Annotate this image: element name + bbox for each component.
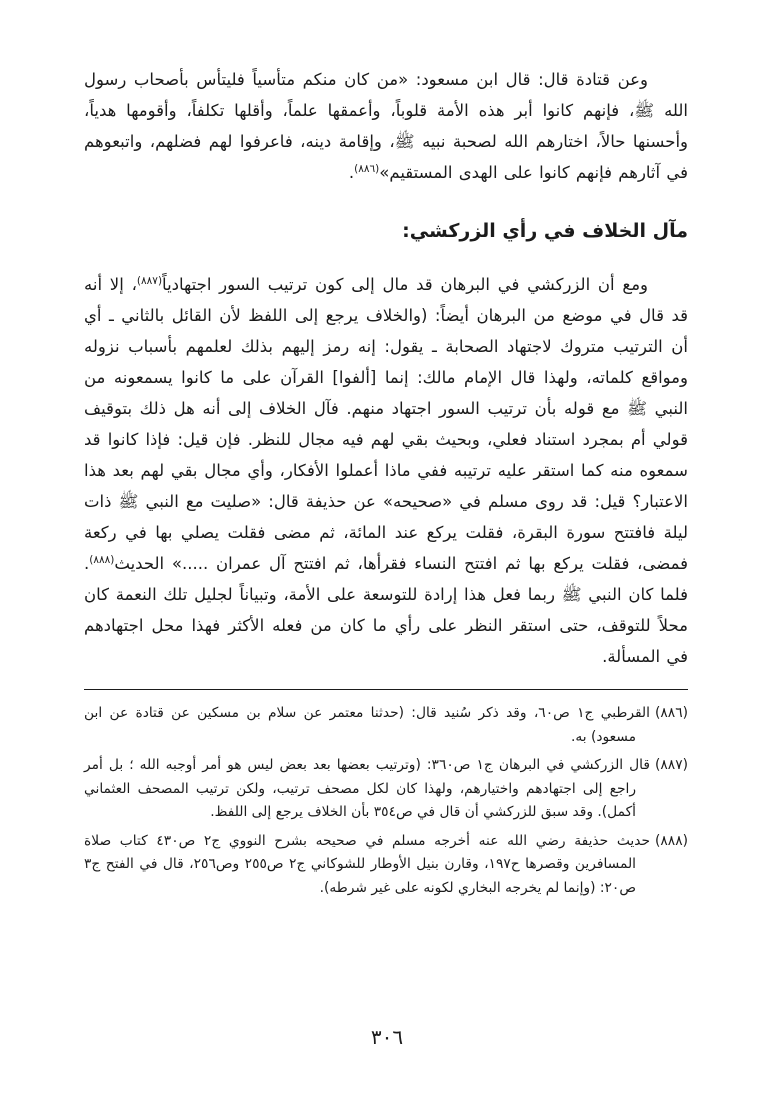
footnote-888 — [84, 830, 688, 901]
footnote-reference: (٨٨٦) — [354, 163, 380, 175]
body-paragraph — [84, 269, 688, 672]
text-run: ، إلا أنه قد قال في موضع من البرهان أيضاً: (والخلاف يرجع إلى اللفظ لأن القائل بالثاني ـ أي أن الترتيب متروك لاجتهاد الصحابة ـ يقول: إنه رمز إليهم بذلك لعلمهم بأسباب نزوله ومواقع كلماته، ولهذا قال الإمام مالك: إنما [ألفوا] القرآن على ما كانوا يسمعونه من النبي ﷺ مع قوله بأن ترتيب السور اجتهاد منهم. فآل الخلاف إلى أنه هل ذلك بتوقيف قولي أم بمجرد استناد فعلي، وبحيث بقي لهم فيه مجال للنظر. فإن قيل: فإذا كانوا قد سمعوه منه كما استقر عليه ترتيبه ففي ماذا أعملوا الأفكار، وأي مجال بقي لهم بعد هذا الاعتبار؟ قيل: قد روى مسلم في «صحيحه» عن حذيفة قال: «صليت مع النبي ﷺ ذات ليلة فافتتح سورة البقرة، فقلت يركع عند المائة، ثم مضى فقلت يصلي بها في ركعة فمضى، فقلت يركع بها ثم افتتح النساء فقرأها، ثم افتتح آل عمران .....» الحديث — [84, 275, 688, 573]
footnote-marker: (٨٨٦) — [654, 705, 688, 721]
page-number: ٣٠٦ — [370, 1025, 404, 1049]
footnote-reference: (٨٨٨) — [89, 554, 115, 566]
text-run: وعن قتادة قال: قال ابن مسعود: «من كان منكم متأسياً فليتأس بأصحاب رسول الله ﷺ، فإنهم كانوا أبر هذه الأمة قلوباً، وأعمقها علماً، وأقلها تكلفاً، وأقومها هدياً، وأحسنها حالاً، اختارهم الله لصحبة نبيه ﷺ، وإقامة دينه، فاعرفوا لهم فضلهم، واتبعوهم في آثارهم فإنهم كانوا على الهدى المستقيم» — [84, 70, 688, 182]
footnote-marker: (٨٨٧) — [654, 757, 688, 773]
footnote-text: القرطبي ج١ ص٦٠، وقد ذكر سُنيد قال: (حدثنا معتمر عن سلام بن مسكين عن قتادة عن ابن مسعود) به. — [84, 705, 650, 745]
footnote-text: حديث حذيفة رضي الله عنه أخرجه مسلم في صحيحه بشرح النووي ج٢ ص٤٣٠ كتاب صلاة المسافرين وقصرها ح١٩٧، وقارن بنيل الأوطار للشوكاني ج٢ ص٢٥٥ وص٢٥٦، قال في الفتح ج٣ ص٢٠: (وإنما لم يخرجه البخاري لكونه على غير شرطه). — [84, 832, 650, 896]
footnote-887 — [84, 754, 688, 825]
text-run: . فلما كان النبي ﷺ ربما فعل هذا إرادة للتوسعة على الأمة، وتبياناً لجليل تلك النعمة كان محلاً للتوقف، حتى استقر النظر على رأي ما كان من فعله الأكثر فهذا محل اجتهادهم في المسألة. — [84, 554, 688, 666]
intro-paragraph — [84, 64, 688, 188]
text-run: ومع أن الزركشي في البرهان قد مال إلى كون ترتيب السور اجتهادياً — [162, 275, 648, 294]
section-heading: مآل الخلاف في رأي الزركشي: — [402, 220, 688, 242]
footnote-reference: (٨٨٧) — [136, 275, 163, 287]
footnote-886 — [84, 702, 688, 749]
footnote-separator — [84, 689, 688, 690]
text-run: . — [348, 163, 355, 182]
footnotes-section — [84, 702, 688, 900]
footnote-text: قال الزركشي في البرهان ج١ ص٣٦٠: (وترتيب بعضها بعد بعض ليس هو أمر أوجبه الله ؛ بل أمر راجع إلى اجتهادهم واختيارهم، ولهذا كان لكل مصحف ترتيب، ولكن ترتيب المصحف العثماني أكمل). وقد سبق للزركشي أن قال في ص٣٥٤ بأن الخلاف يرجع إلى اللفظ. — [84, 757, 650, 820]
page-content — [84, 64, 688, 905]
footnote-marker: (٨٨٨) — [654, 832, 688, 849]
